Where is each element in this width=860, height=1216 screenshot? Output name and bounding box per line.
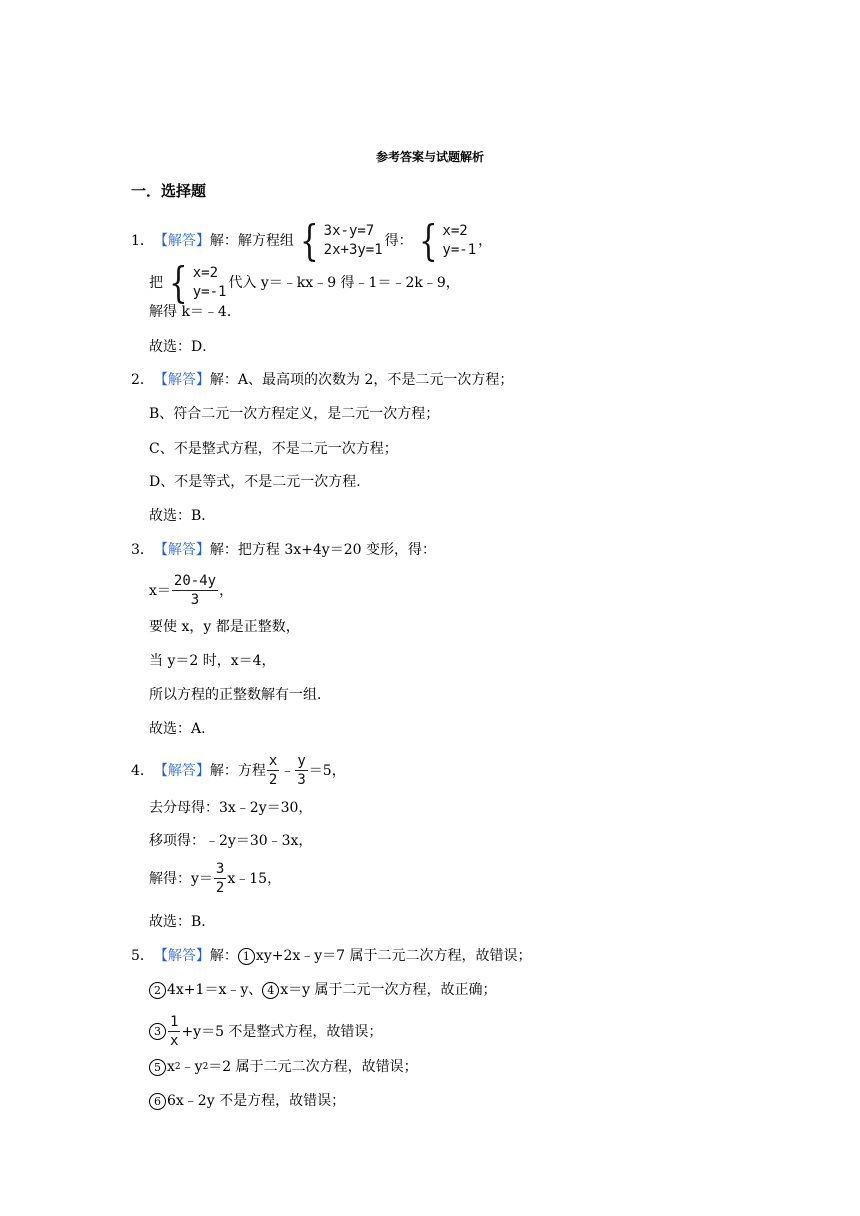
- q3-number: 3．: [131, 542, 154, 558]
- answer-tag: 【解答】: [153, 762, 210, 779]
- q2-line-2: B、符合二元一次方程定义，是二元一次方程；: [149, 406, 440, 422]
- q4-line-4: [149, 860, 281, 897]
- q4-text: ﹣: [280, 762, 295, 779]
- q4-text: ＝5，: [308, 762, 346, 779]
- fraction-image: [267, 752, 279, 789]
- q5-line-2: [149, 980, 497, 1000]
- q1-text: ，: [478, 233, 493, 249]
- system-row: x=2: [192, 265, 219, 281]
- denominator: 2: [268, 772, 278, 788]
- numerator: y: [297, 753, 306, 769]
- q4-text: 解：方程: [209, 762, 266, 779]
- q3-line-2: [149, 572, 233, 609]
- q4-line-5: 故选：B．: [149, 914, 216, 930]
- q1-number: 1．: [131, 233, 154, 249]
- system-row: x=2: [442, 223, 468, 239]
- q3-line-6: 故选：A．: [149, 721, 216, 737]
- q3-text: 解：把方程 3x+4y＝20 变形，得：: [209, 542, 436, 558]
- q5-text: 6x﹣2y 不是方程，故错误；: [167, 1093, 346, 1109]
- q3-line-5: 所以方程的正整数解有一组．: [149, 687, 331, 703]
- q3-line-3: 要使 x，y 都是正整数，: [149, 619, 300, 635]
- answer-tag: 【解答】: [153, 542, 210, 558]
- q5-line-4: [149, 1057, 418, 1077]
- denominator: 2: [215, 880, 225, 896]
- fraction-image: [214, 860, 226, 897]
- q5-text: 解：: [209, 948, 238, 964]
- numerator: x: [268, 753, 278, 769]
- q2-line-1: [131, 370, 513, 390]
- q2-text: 解：A、最高项的次数为 2，不是二元一次方程；: [209, 372, 514, 388]
- q4-line-1: [131, 752, 346, 789]
- numerator: 3: [215, 861, 225, 877]
- system-row: y=-1: [442, 242, 477, 258]
- circled-number-5: 5: [149, 1059, 166, 1076]
- q5-line-5: [149, 1091, 345, 1111]
- numerator: 20-4y: [173, 573, 217, 589]
- q2-line-3: C、不是整式方程，不是二元一次方程；: [149, 441, 398, 457]
- q1-text: 解：解方程组: [209, 233, 294, 249]
- page-title: 参考答案与试题解析: [375, 150, 484, 164]
- section-heading: 一．选择题: [131, 182, 207, 200]
- q2-line-4: D、不是等式，不是二元一次方程．: [149, 474, 371, 490]
- system-row: 3x-y=7: [323, 223, 375, 239]
- q3-text: x＝: [149, 582, 171, 599]
- q1-line-3: 解得 k＝﹣4．: [149, 304, 241, 320]
- answer-tag: 【解答】: [153, 372, 210, 388]
- exponent: 2: [202, 1062, 209, 1072]
- equation-system-image: { 3x-y=7 2x+3y=1: [299, 216, 383, 265]
- q4-text: 解得：y＝: [149, 870, 213, 887]
- solution-system-image: { x=2 y=-1: [169, 258, 227, 307]
- q1-text: 代入 y＝﹣kx﹣9 得﹣1＝﹣2k﹣9，: [228, 275, 460, 291]
- q5-line-1: [131, 946, 532, 966]
- q5-text: ﹣y: [180, 1059, 203, 1075]
- q3-line-1: [131, 540, 436, 560]
- denominator: 3: [190, 592, 200, 608]
- q5-text: x: [167, 1059, 175, 1075]
- q5-line-3: [149, 1013, 382, 1050]
- fraction-image: [172, 572, 218, 609]
- fraction-image: [168, 1013, 180, 1050]
- denominator: 3: [297, 772, 306, 788]
- q1-line-2: [149, 258, 460, 307]
- q5-number: 5．: [131, 948, 154, 964]
- system-row: y=-1: [192, 284, 227, 300]
- q3-line-4: 当 y＝2 时，x＝4，: [149, 653, 276, 669]
- fraction-image: [295, 752, 307, 789]
- q4-line-2: 去分母得：3x﹣2y＝30，: [149, 800, 313, 816]
- q1-text: 得：: [384, 233, 413, 249]
- denominator: x: [170, 1033, 179, 1049]
- q4-text: x﹣15，: [227, 870, 282, 887]
- numerator: 1: [170, 1014, 179, 1030]
- circled-number-2: 2: [149, 982, 166, 999]
- q5-text: ＝2 属于二元二次方程，故错误；: [208, 1059, 418, 1075]
- q3-text: ，: [219, 582, 234, 599]
- solution-system-image: { x=2 y=-1: [418, 216, 477, 265]
- system-row: 2x+3y=1: [323, 242, 383, 258]
- q2-number: 2．: [131, 372, 154, 388]
- q1-line-1: [131, 216, 493, 265]
- circled-number-1: 1: [238, 948, 255, 965]
- q4-number: 4．: [131, 762, 154, 779]
- answer-tag: 【解答】: [153, 233, 210, 249]
- circled-number-6: 6: [149, 1093, 166, 1110]
- q1-line-4: 故选：D．: [149, 339, 217, 355]
- q5-text: xy+2x﹣y＝7 属于二元二次方程，故错误；: [255, 948, 532, 964]
- q5-text: x＝y 属于二元一次方程，故正确；: [280, 982, 497, 998]
- answer-tag: 【解答】: [153, 948, 210, 964]
- circled-number-3: 3: [149, 1023, 166, 1040]
- q2-line-5: 故选：B．: [149, 508, 216, 524]
- q5-text: 4x+1＝x﹣y、: [167, 982, 263, 998]
- circled-number-4: 4: [262, 982, 279, 999]
- exponent: 2: [174, 1062, 181, 1072]
- q1-text: 把: [149, 275, 163, 291]
- q4-line-3: 移项得：﹣2y＝30﹣3x，: [149, 833, 313, 849]
- q5-text: +y＝5 不是整式方程，故错误；: [181, 1023, 383, 1040]
